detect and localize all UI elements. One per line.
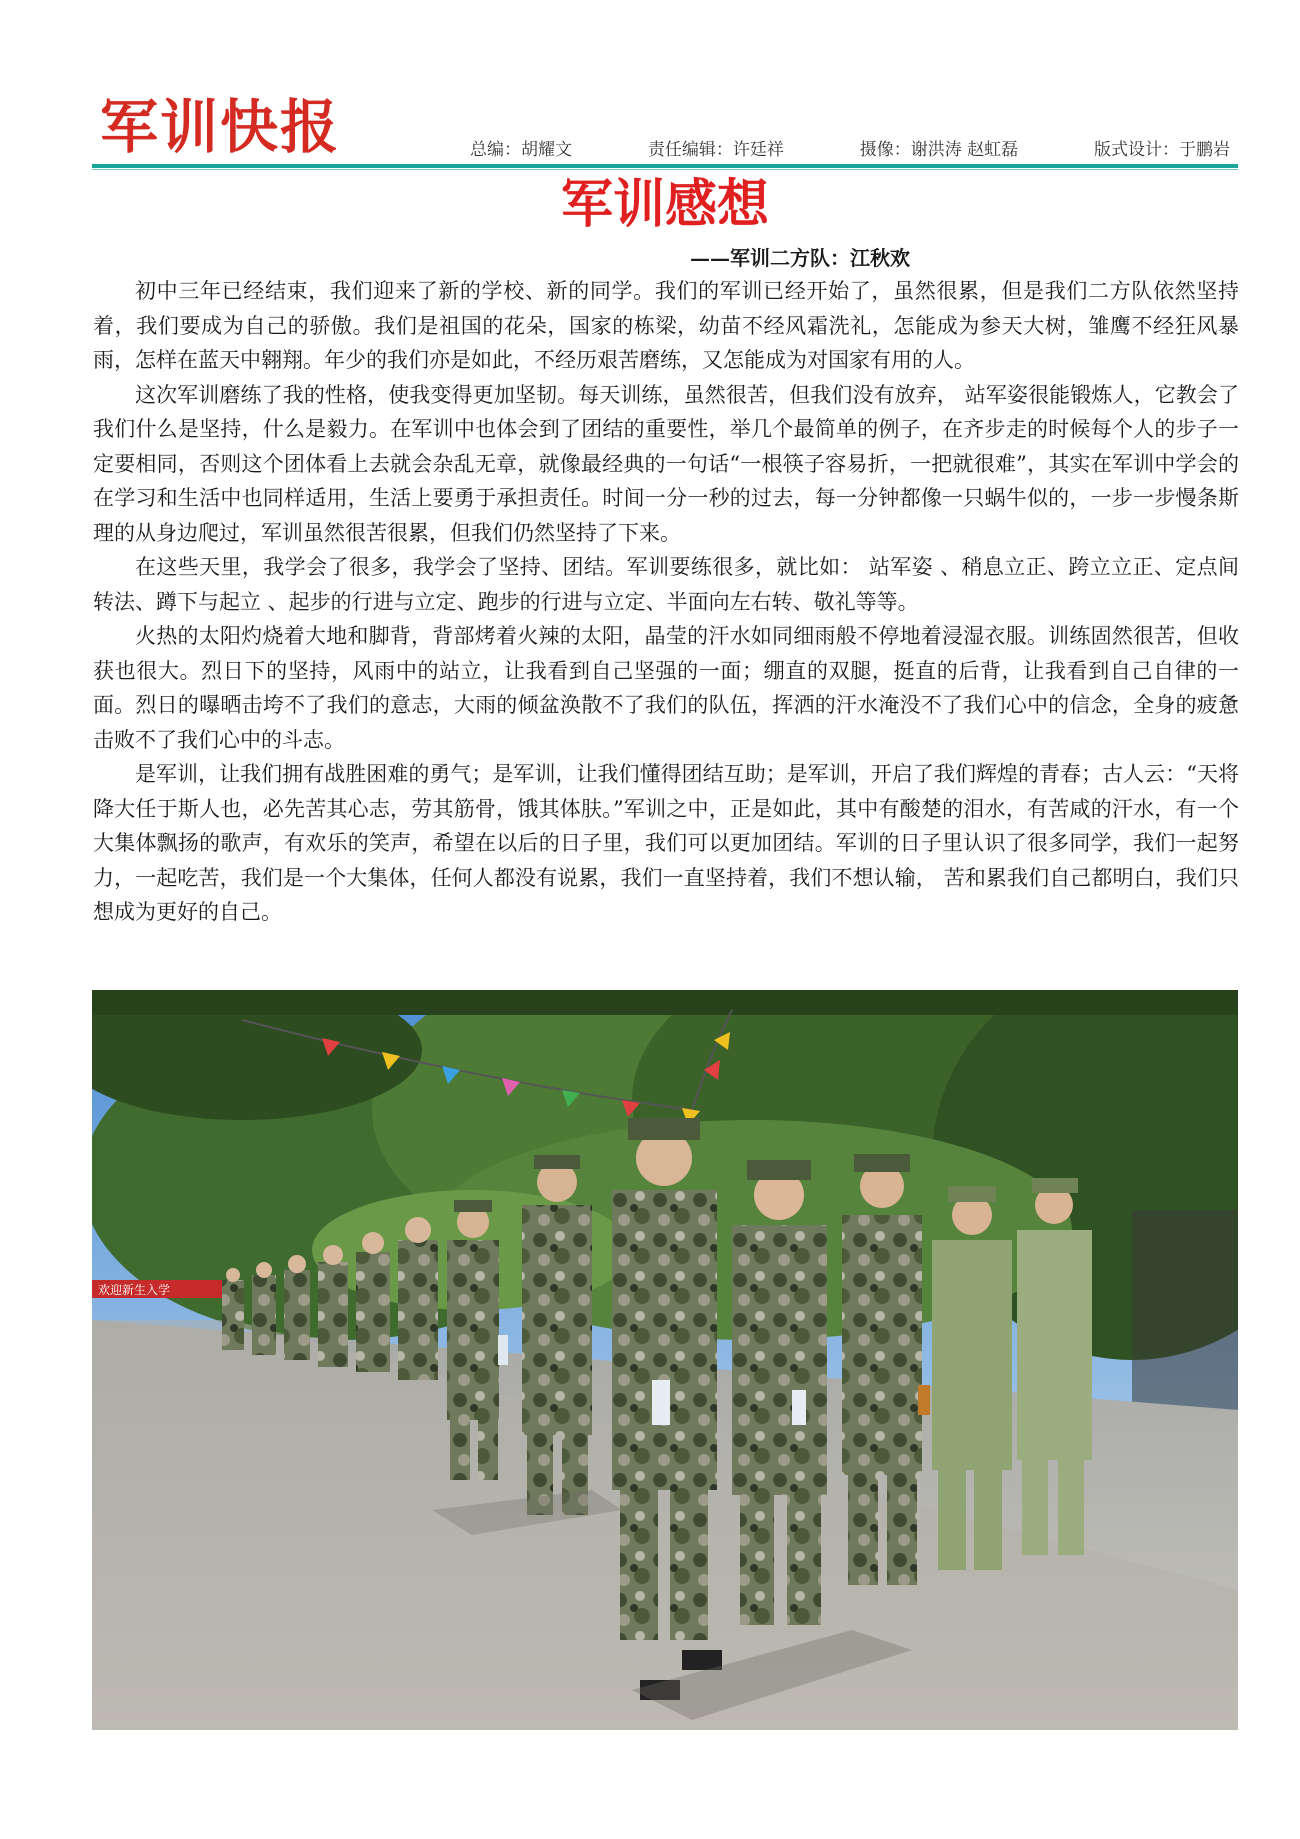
header-divider: [92, 164, 1238, 168]
masthead-title: 军训快报: [100, 93, 341, 161]
paragraph-1: 初中三年已经结束，我们迎来了新的学校、新的同学。我们的军训已经开始了，虽然很累，但是我们二方队依然坚持着，我们要成为自己的骄傲。我们是祖国的花朵，国家的栋梁，幼苗不经风霜洗礼，怎能成为参天大树，雏鹰不经狂风暴雨，怎样在蓝天中翱翔。年少的我们亦是如此，不经历艰苦磨练，又怎能成为对国家有用的人。: [93, 279, 1239, 372]
credit-layout-designer: 版式设计：于鹏岩: [1093, 139, 1230, 160]
welcome-banner-text: 欢迎新生入学: [98, 1283, 171, 1297]
article-byline: ——军训二方队：江秋欢: [690, 246, 910, 270]
marching-students-photo: [92, 990, 1238, 1730]
paragraph-5: 是军训，让我们拥有战胜困难的勇气；是军训，让我们懂得团结互助；是军训，开启了我们辉煌的青春；古人云：“天将降大任于斯人也，必先苦其心志，劳其筋骨，饿其体肤。”军训之中，正是如此，其中有酸楚的泪水，有苦咸的汗水，有一个大集体飘扬的歌声，有欢乐的笑声，希望在以后的日子里，我们可以更加团结。军训的日子里认识了很多同学，我们一起努力，一起吃苦，我们是一个大集体，任何人都没有说累，我们一直坚持着，我们不想认输， 苦和累我们自己都明白，我们只想成为更好的自己。: [93, 762, 1239, 924]
photo-illustration: [92, 990, 1238, 1730]
paragraph-4: 火热的太阳灼烧着大地和脚背，背部烤着火辣的太阳，晶莹的汗水如同细雨般不停地着浸湿衣服。训练固然很苦，但收获也很大。烈日下的坚持，风雨中的站立，让我看到自己坚强的一面；绷直的双腿，挺直的后背，让我看到自己自律的一面。烈日的曝晒击垮不了我们的意志，大雨的倾盆涣散不了我们的队伍，挥洒的汗水淹没不了我们心中的信念，全身的疲惫击败不了我们心中的斗志。: [93, 624, 1239, 752]
article-title: 军训感想: [560, 174, 769, 235]
article-body: [93, 274, 1239, 930]
credit-chief-editor: 总编：胡耀文: [470, 139, 572, 160]
credits-bar: [470, 134, 1230, 160]
paragraph-2: 这次军训磨练了我的性格，使我变得更加坚韧。每天训练，虽然很苦，但我们没有放弃， 站军姿很能锻炼人，它教会了我们什么是坚持，什么是毅力。在军训中也体会到了团结的重要性，举几个最简单的例子，在齐步走的时候每个人的步子一定要相同，否则这个团体看上去就会杂乱无章，就像最经典的一句话“一根筷子容易折，一把就很难”，其实在军训中学会的在学习和生活中也同样适用，生活上要勇于承担责任。时间一分一秒的过去，每一分钟都像一只蜗牛似的，一步一步慢条斯理的从身边爬过，军训虽然很苦很累，但我们仍然坚持了下来。: [93, 382, 1239, 545]
paragraph-3: 在这些天里，我学会了很多，我学会了坚持、团结。军训要练很多，就比如： 站军姿 、稍息立正、跨立立正、定点间转法、蹲下与起立 、起步的行进与立定、跑步的行进与立定、半面向左右转、敬礼等等。: [93, 555, 1239, 614]
credit-photographers: 摄像：谢洪涛 赵虹磊: [859, 139, 1019, 160]
credit-responsible-editor: 责任编辑：许廷祥: [647, 139, 784, 160]
